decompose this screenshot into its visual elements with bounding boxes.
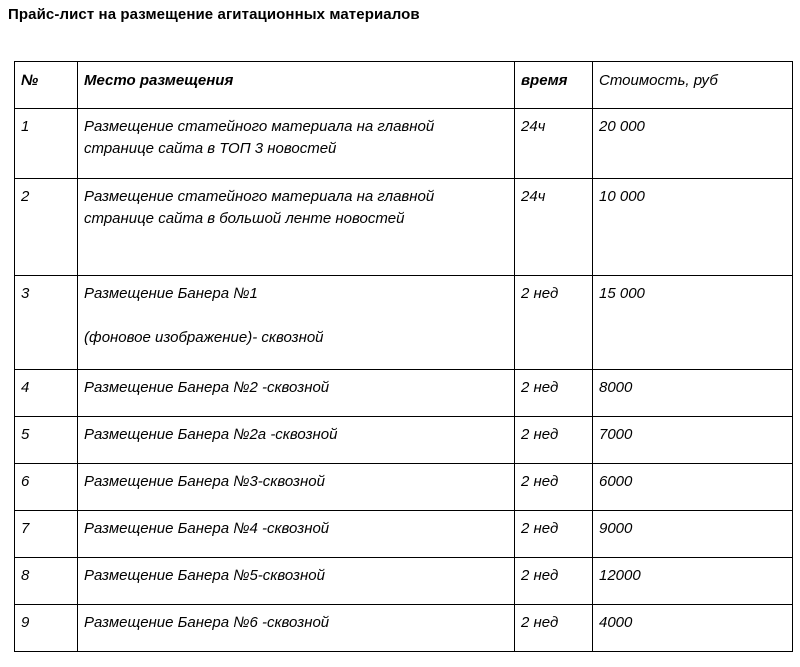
cell-time: 2 нед [515, 370, 593, 417]
cell-cost: 12000 [593, 558, 793, 605]
cell-place [78, 109, 515, 179]
cell-num: 6 [15, 464, 78, 511]
cell-num: 8 [15, 558, 78, 605]
cell-cost: 9000 [593, 511, 793, 558]
cell-cost: 7000 [593, 417, 793, 464]
cell-place [78, 464, 515, 511]
place-text: Размещение Банера №3-сквозной [84, 473, 325, 490]
table-row [15, 558, 793, 605]
cell-place [78, 370, 515, 417]
place-text: Размещение Банера №1 [84, 285, 258, 302]
place-text: Размещение Банера №4 -сквозной [84, 520, 330, 537]
place-text: Размещение Банера №5-сквозной [84, 567, 325, 584]
cell-place [78, 179, 515, 276]
cell-time: 2 нед [515, 417, 593, 464]
table-row [15, 417, 793, 464]
table-body [15, 109, 793, 652]
header-time: время [515, 62, 593, 109]
cell-cost: 15 000 [593, 276, 793, 370]
table-row [15, 511, 793, 558]
cell-cost: 6000 [593, 464, 793, 511]
place-text: Размещение статейного материала на главной странице сайта в большой ленте новостей [84, 188, 435, 227]
header-place: Место размещения [78, 62, 515, 109]
cell-num: 3 [15, 276, 78, 370]
table-header [15, 62, 793, 109]
table-row [15, 605, 793, 652]
cell-time: 24ч [515, 179, 593, 276]
cell-place [78, 605, 515, 652]
place-subtext: (фоновое изображение)- сквозной [84, 329, 324, 346]
cell-cost: 10 000 [593, 179, 793, 276]
place-text: Размещение Банера №6 -сквозной [84, 614, 330, 631]
header-cost: Стоимость, руб [593, 62, 793, 109]
cell-place [78, 276, 515, 370]
cell-cost: 8000 [593, 370, 793, 417]
header-num: № [15, 62, 78, 109]
cell-num: 9 [15, 605, 78, 652]
cell-num: 7 [15, 511, 78, 558]
place-text: Размещение Банера №2 -сквозной [84, 379, 330, 396]
page-title: Прайс-лист на размещение агитационных материалов [8, 6, 420, 23]
table-row [15, 179, 793, 276]
cell-time: 2 нед [515, 276, 593, 370]
cell-time: 24ч [515, 109, 593, 179]
price-table [14, 61, 793, 652]
cell-cost: 4000 [593, 605, 793, 652]
cell-cost: 20 000 [593, 109, 793, 179]
cell-num: 2 [15, 179, 78, 276]
table-row [15, 370, 793, 417]
cell-num: 1 [15, 109, 78, 179]
header-row [15, 62, 793, 109]
cell-place [78, 417, 515, 464]
cell-time: 2 нед [515, 464, 593, 511]
place-text: Размещение Банера №2а -сквозной [84, 426, 338, 443]
cell-time: 2 нед [515, 558, 593, 605]
table-row [15, 464, 793, 511]
cell-num: 4 [15, 370, 78, 417]
cell-time: 2 нед [515, 511, 593, 558]
cell-time: 2 нед [515, 605, 593, 652]
cell-num: 5 [15, 417, 78, 464]
table-row [15, 276, 793, 370]
place-text: Размещение статейного материала на главной странице сайта в ТОП 3 новостей [84, 118, 435, 157]
table-row [15, 109, 793, 179]
cell-place [78, 558, 515, 605]
cell-place [78, 511, 515, 558]
